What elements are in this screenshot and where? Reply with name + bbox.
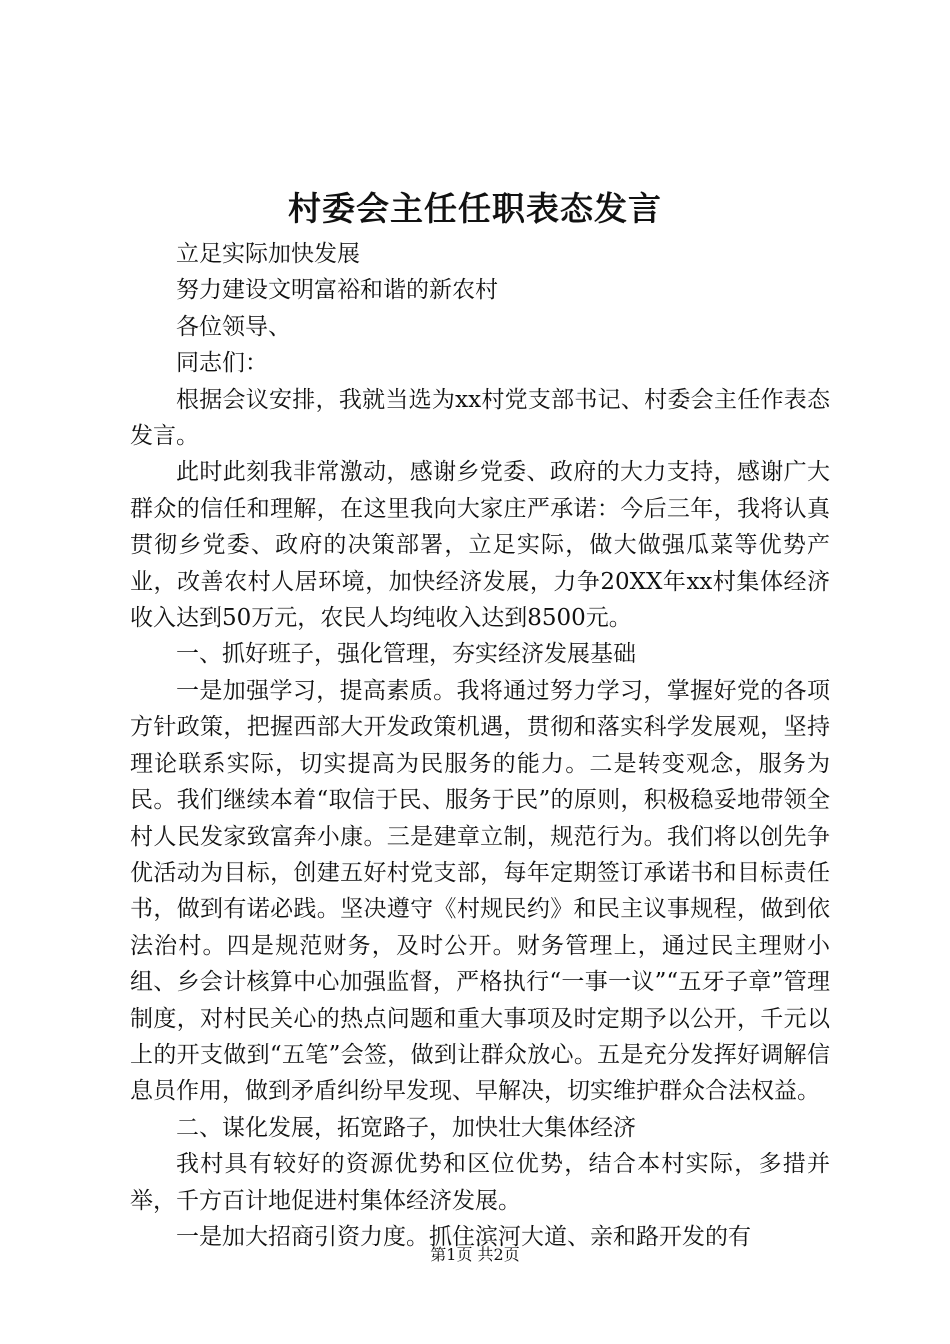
document-body (130, 236, 830, 1255)
section-heading: 一、抓好班子，强化管理，夯实经济发展基础 (176, 641, 636, 668)
subtitle-line-2: 努力建设文明富裕和谐的新农村 (176, 277, 498, 304)
page-indicator: 第1页 共2页 (430, 1245, 520, 1264)
body-paragraph: 此时此刻我非常激动，感谢乡党委、政府的大力支持，感谢广大群众的信任和理解，在这里我向大家庄严承诺：今后三年，我将认真贯彻乡党委、政府的决策部署，立足实际，做大做强瓜菜等优势产业，改善农村人居环境，加快经济发展，力争20XX年xx村集体经济收入达到50万元，农民人均纯收入达到8500元。 (130, 459, 830, 632)
section-heading: 二、谋化发展，拓宽路子，加快壮大集体经济 (176, 1114, 636, 1141)
salutation-line-1: 各位领导、 (176, 313, 291, 340)
body-paragraph: 我村具有较好的资源优势和区位优势，结合本村实际，多措并举，千方百计地促进村集体经济发展。 (130, 1151, 830, 1214)
document-title: 村委会主任任职表态发言 (288, 189, 662, 228)
body-paragraph: 一是加强学习，提高素质。我将通过努力学习，掌握好党的各项方针政策，把握西部大开发政策机遇，贯彻和落实科学发展观，坚持理论联系实际，切实提高为民服务的能力。二是转变观念，服务为民。我们继续本着“取信于民、服务于民”的原则，积极稳妥地带领全村人民发家致富奔小康。三是建章立制，规范行为。我们将以创先争优活动为目标，创建五好村党支部，每年定期签订承诺书和目标责任书，做到有诺必践。坚决遵守《村规民约》和民主议事规程，做到依法治村。四是规范财务，及时公开。财务管理上，通过民主理财小组、乡会计核算中心加强监督，严格执行“一事一议”“五牙子章”管理制度，对村民关心的热点问题和重大事项及时定期予以公开，千元以上的开支做到“五笔”会签，做到让群众放心。五是充分发挥好调解信息员作用，做到矛盾纠纷早发现、早解决，切实维护群众合法权益。 (130, 677, 830, 1105)
body-paragraph: 一是加大招商引资力度。抓住滨河大道、亲和路开发的有 (176, 1223, 751, 1250)
salutation-line-2: 同志们： (176, 350, 268, 377)
subtitle-line-1: 立足实际加快发展 (176, 241, 360, 267)
body-paragraph: 根据会议安排，我就当选为xx村党支部书记、村委会主任作表态发言。 (130, 386, 830, 450)
